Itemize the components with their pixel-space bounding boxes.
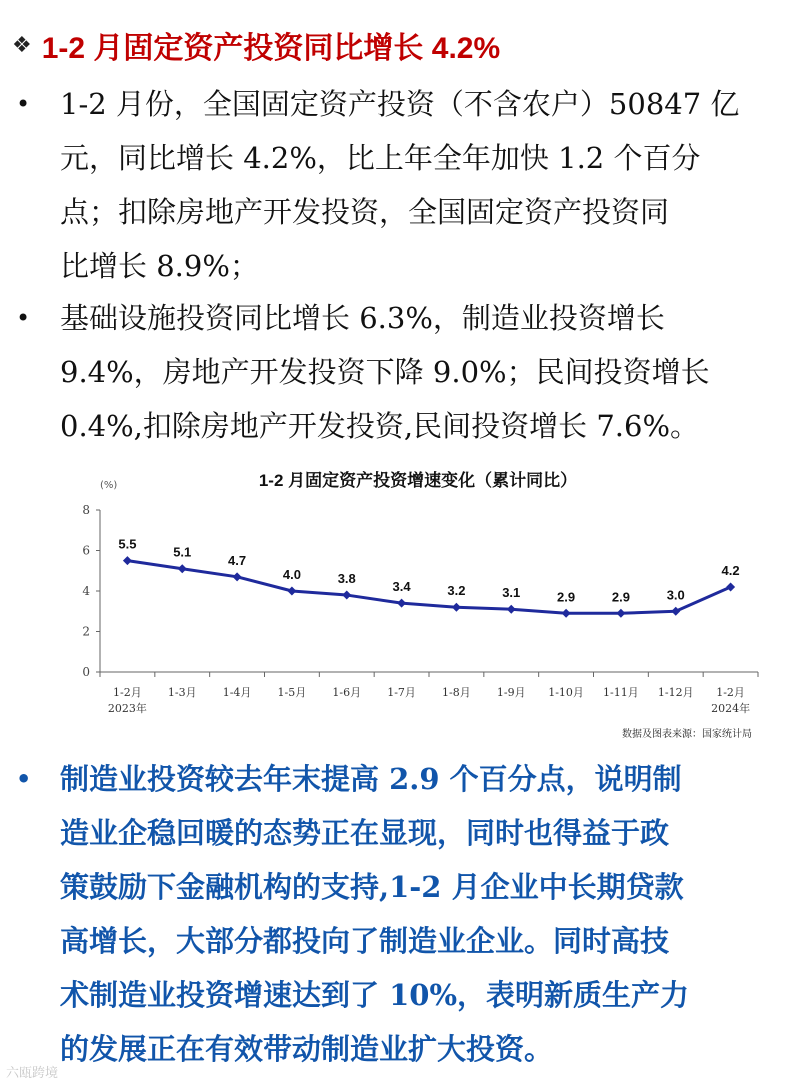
diamond-bullet-icon: ❖ — [12, 32, 32, 57]
data-label: 4.2 — [721, 562, 740, 578]
data-point-marker — [507, 605, 516, 614]
chart-title: 1-2 月固定资产投资增速变化（累计同比） — [258, 471, 578, 490]
x-tick-label: 1-8月 — [442, 686, 471, 699]
x-tick-label: 1-9月 — [496, 686, 526, 699]
bullet-3-icon: • — [16, 765, 32, 793]
paragraph-2-line: 9.4%，房地产开发投资下降 9.0%；民间投资增长 — [60, 355, 710, 389]
data-point-marker — [452, 603, 461, 612]
x-tick-label: 1-10月 — [548, 686, 584, 699]
x-tick-label: 1-4月 — [222, 686, 252, 699]
data-label: 3.4 — [392, 579, 411, 595]
paragraph-1-line: 元，同比增长 4.2%，比上年全年加快 1.2 个百分 — [60, 141, 701, 175]
x-tick-label: 1-11月 — [603, 686, 639, 699]
data-label: 2.9 — [557, 589, 576, 605]
x-tick-label: 1-2月 — [113, 686, 142, 699]
data-point-marker — [726, 582, 735, 591]
y-tick-label: 0 — [82, 665, 90, 679]
data-label: 4.0 — [282, 567, 301, 582]
data-point-marker — [287, 587, 296, 596]
x-tick-label: 1-7月 — [387, 686, 416, 699]
data-label: 4.7 — [228, 552, 247, 568]
data-point-marker — [178, 564, 187, 573]
data-point-marker — [562, 609, 571, 618]
x-tick-label: 1-6月 — [332, 686, 362, 699]
section-title — [12, 20, 500, 70]
data-point-marker — [397, 599, 406, 608]
data-point-marker — [123, 556, 132, 565]
data-label: 2.9 — [611, 589, 630, 605]
data-point-marker — [671, 607, 680, 616]
paragraph-2-line: 基础设施投资同比增长 6.3%，制造业投资增长 — [60, 301, 665, 335]
data-label: 3.8 — [337, 571, 356, 587]
paragraph-3-line: 术制造业投资增速达到了 10%，表明新质生产力 — [60, 978, 690, 1012]
section-title-text: 1-2 月固定资产投资同比增长 4.2% — [41, 32, 501, 65]
y-tick-label: 4 — [82, 584, 90, 598]
series-line — [127, 561, 730, 614]
x-tick-sublabel: 2024年 — [711, 702, 751, 715]
paragraph-1-line: 1-2 月份，全国固定资产投资（不含农户）50847 亿 — [60, 87, 740, 121]
y-tick-label: 2 — [82, 624, 90, 639]
data-label: 3.2 — [447, 583, 466, 599]
x-tick-label: 1-2月 — [716, 686, 745, 699]
data-point-marker — [233, 572, 242, 581]
bullet-1-icon: • — [16, 90, 31, 118]
paragraph-2 — [60, 291, 782, 453]
paragraph-1-line: 比增长 8.9%； — [60, 249, 259, 283]
watermark: 六瓯跨境 — [6, 1066, 59, 1081]
y-tick-label: 6 — [82, 543, 90, 558]
data-label: 5.1 — [173, 544, 192, 560]
paragraph-3-line: 制造业投资较去年末提高 2.9 个百分点，说明制 — [60, 762, 682, 796]
paragraph-3-line: 的发展正在有效带动制造业扩大投资。 — [60, 1032, 554, 1066]
paragraph-3-line: 造业企稳回暖的态势正在显现，同时也得益于政 — [60, 816, 670, 850]
paragraph-2-line: 0.4%,扣除房地产开发投资,民间投资增长 7.6%。 — [60, 409, 700, 443]
y-tick-label: 8 — [82, 503, 90, 517]
chart-source-note: 数据及图表来源：国家统计局 — [622, 729, 752, 740]
x-tick-label: 1-5月 — [277, 686, 307, 699]
paragraph-3-line: 策鼓励下金融机构的支持,1-2 月企业中长期贷款 — [60, 870, 684, 904]
data-label: 3.0 — [666, 587, 685, 603]
x-tick-sublabel: 2023年 — [107, 702, 147, 715]
investment-growth-line-chart — [58, 462, 778, 752]
paragraph-3-line: 高增长，大部分都投向了制造业企业。同时高技 — [60, 924, 670, 958]
data-point-marker — [616, 609, 625, 618]
chart-y-axis-label: (%) — [100, 480, 118, 491]
data-point-marker — [342, 591, 351, 600]
x-tick-label: 1-12月 — [657, 686, 694, 699]
paragraph-1 — [60, 77, 782, 293]
data-label: 5.5 — [118, 536, 137, 552]
bullet-2-icon: • — [16, 304, 31, 332]
paragraph-3 — [60, 752, 782, 1076]
data-label: 3.1 — [502, 585, 521, 601]
x-tick-label: 1-3月 — [167, 686, 197, 699]
paragraph-1-line: 点；扣除房地产开发投资，全国固定资产投资同 — [60, 195, 670, 229]
